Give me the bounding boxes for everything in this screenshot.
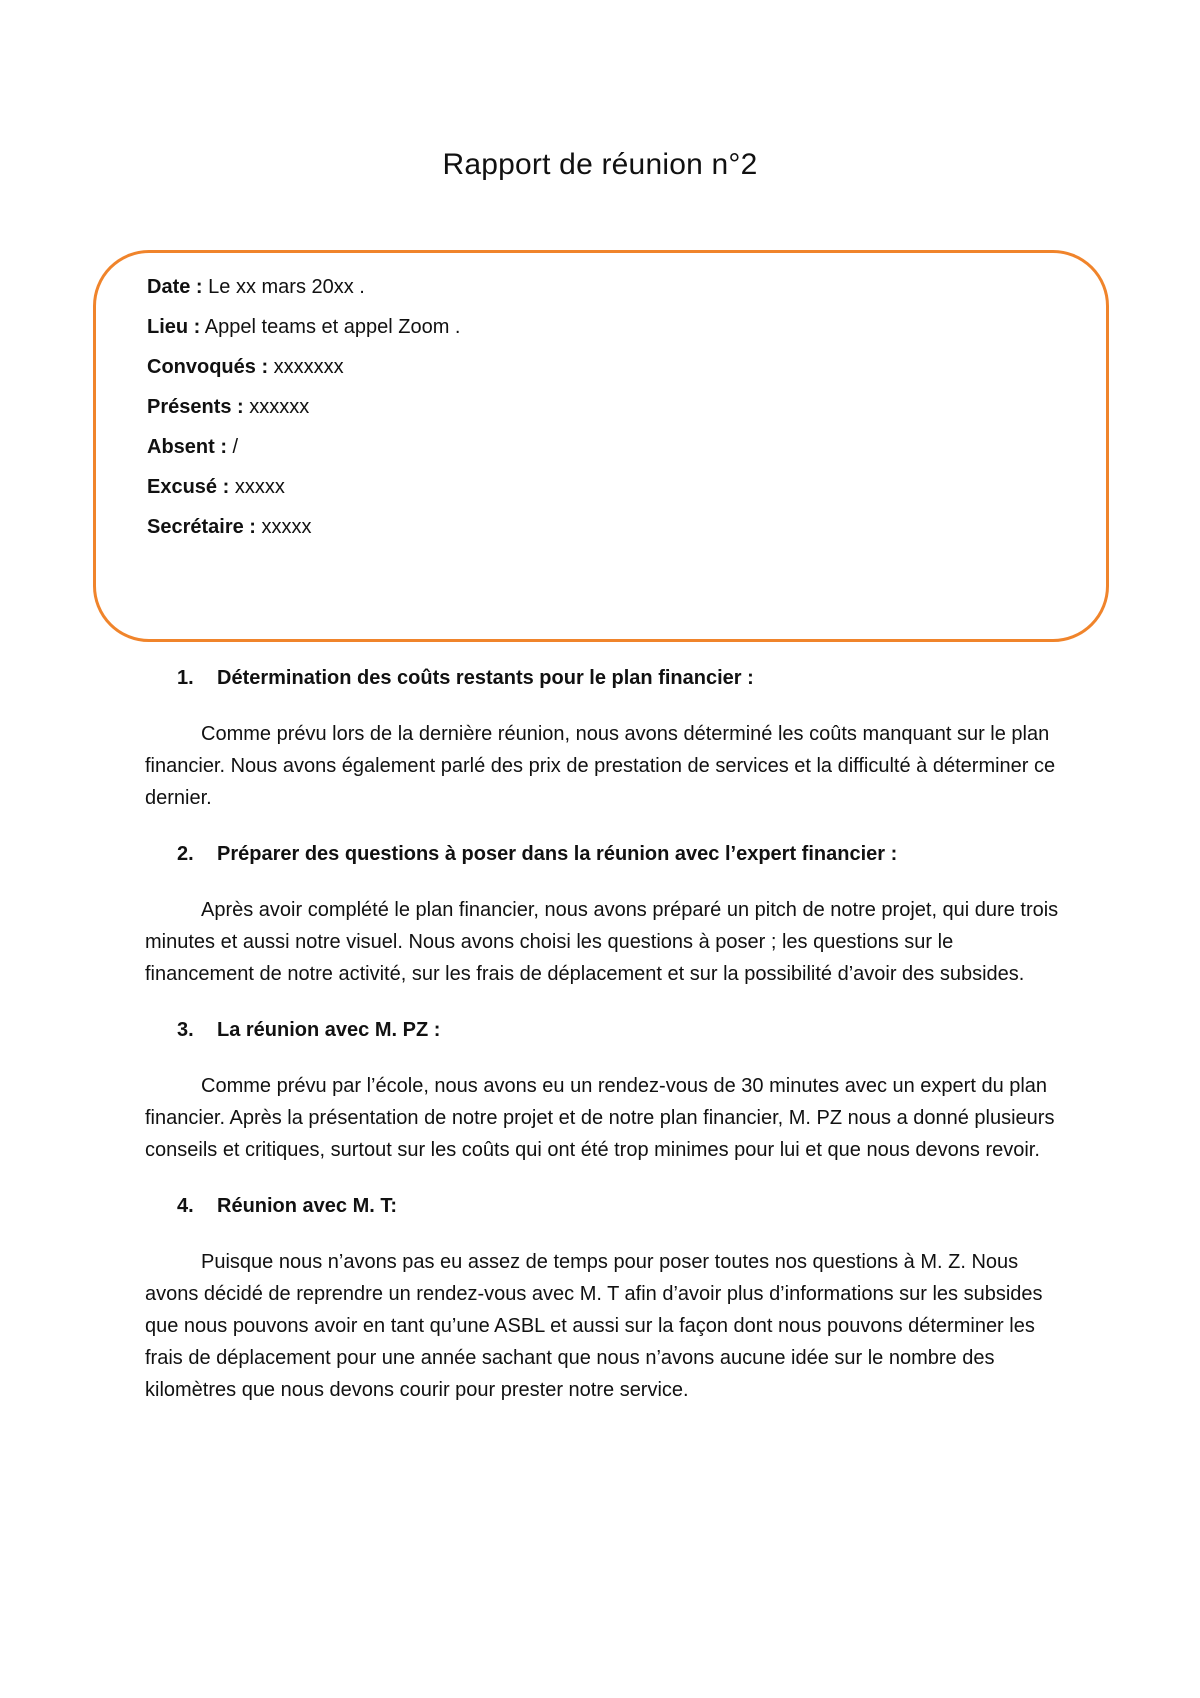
info-invited-label: Convoqués : [147,356,269,378]
info-invited [147,351,461,391]
info-invited-value: xxxxxxx [268,356,344,378]
section-number: 4. [177,1195,194,1217]
meeting-info-box [93,250,1109,642]
info-absent-value: / [227,436,239,458]
section-number: 2. [177,843,194,865]
section-heading-1 [145,662,1085,694]
section-paragraph-3: Comme prévu par l’école, nous avons eu un rendez-vous de 30 minutes avec un expert du plan financier. Après la présentation de notre projet et de notre plan financier, M. PZ nous a donné plusieurs conseils et critiques, surtout sur les coûts qui ont été trop minimes pour lui et que nous devons revoir. [145,1075,1055,1161]
info-secretary [147,511,461,551]
document-title: Rapport de réunion n°2 [442,148,758,181]
meeting-info-list [147,271,461,551]
info-excused [147,471,461,511]
section-paragraph-1: Comme prévu lors de la dernière réunion, nous avons déterminé les coûts manquant sur le plan financier. Nous avons également parlé des prix de prestation de services et la difficulté à déterminer ce dernier. [145,723,1056,809]
info-date [147,271,461,311]
info-present-value: xxxxxx [243,396,310,418]
info-date-label: Date : [147,276,203,298]
info-secretary-value: xxxxx [255,516,312,538]
info-excused-label: Excusé : [147,476,230,498]
section-paragraph-2: Après avoir complété le plan financier, nous avons préparé un pitch de notre projet, qui dure trois minutes et aussi notre visuel. Nous avons choisi les questions à poser ; les questions sur le financement de notre activité, sur les frais de déplacement et sur la possibilité d’avoir des subsides. [145,899,1059,985]
info-present [147,391,461,431]
info-secretary-label: Secrétaire : [147,516,256,538]
section-title: La réunion avec M. PZ : [217,1019,441,1041]
info-excused-value: xxxxx [229,476,285,498]
section-heading-2 [145,838,1085,870]
info-location [147,311,461,351]
section-heading-3 [145,1014,1085,1046]
report-body [145,662,1085,1430]
section-number: 1. [177,667,194,689]
section-title: Détermination des coûts restants pour le plan financier : [217,667,754,689]
info-absent [147,431,461,471]
info-present-label: Présents : [147,396,244,418]
section-title: Réunion avec M. T: [217,1195,398,1217]
section-paragraph-4: Puisque nous n’avons pas eu assez de temps pour poser toutes nos questions à M. Z. Nous avons décidé de reprendre un rendez-vous avec M. T afin d’avoir plus d’informations sur les subsides que nous pouvons avoir en tant qu’une ASBL et aussi sur la façon dont nous pouvons déterminer les frais de déplacement pour une année sachant que nous n’avons aucune idée sur le nombre des kilomètres que nous devons courir pour prester notre service. [145,1251,1043,1401]
info-date-value: Le xx mars 20xx . [202,276,365,298]
info-location-value: Appel teams et appel Zoom . [200,316,461,338]
info-location-label: Lieu : [147,316,201,338]
section-number: 3. [177,1019,194,1041]
section-heading-4 [145,1190,1085,1222]
section-title: Préparer des questions à poser dans la réunion avec l’expert financier : [217,843,898,865]
info-absent-label: Absent : [147,436,227,458]
